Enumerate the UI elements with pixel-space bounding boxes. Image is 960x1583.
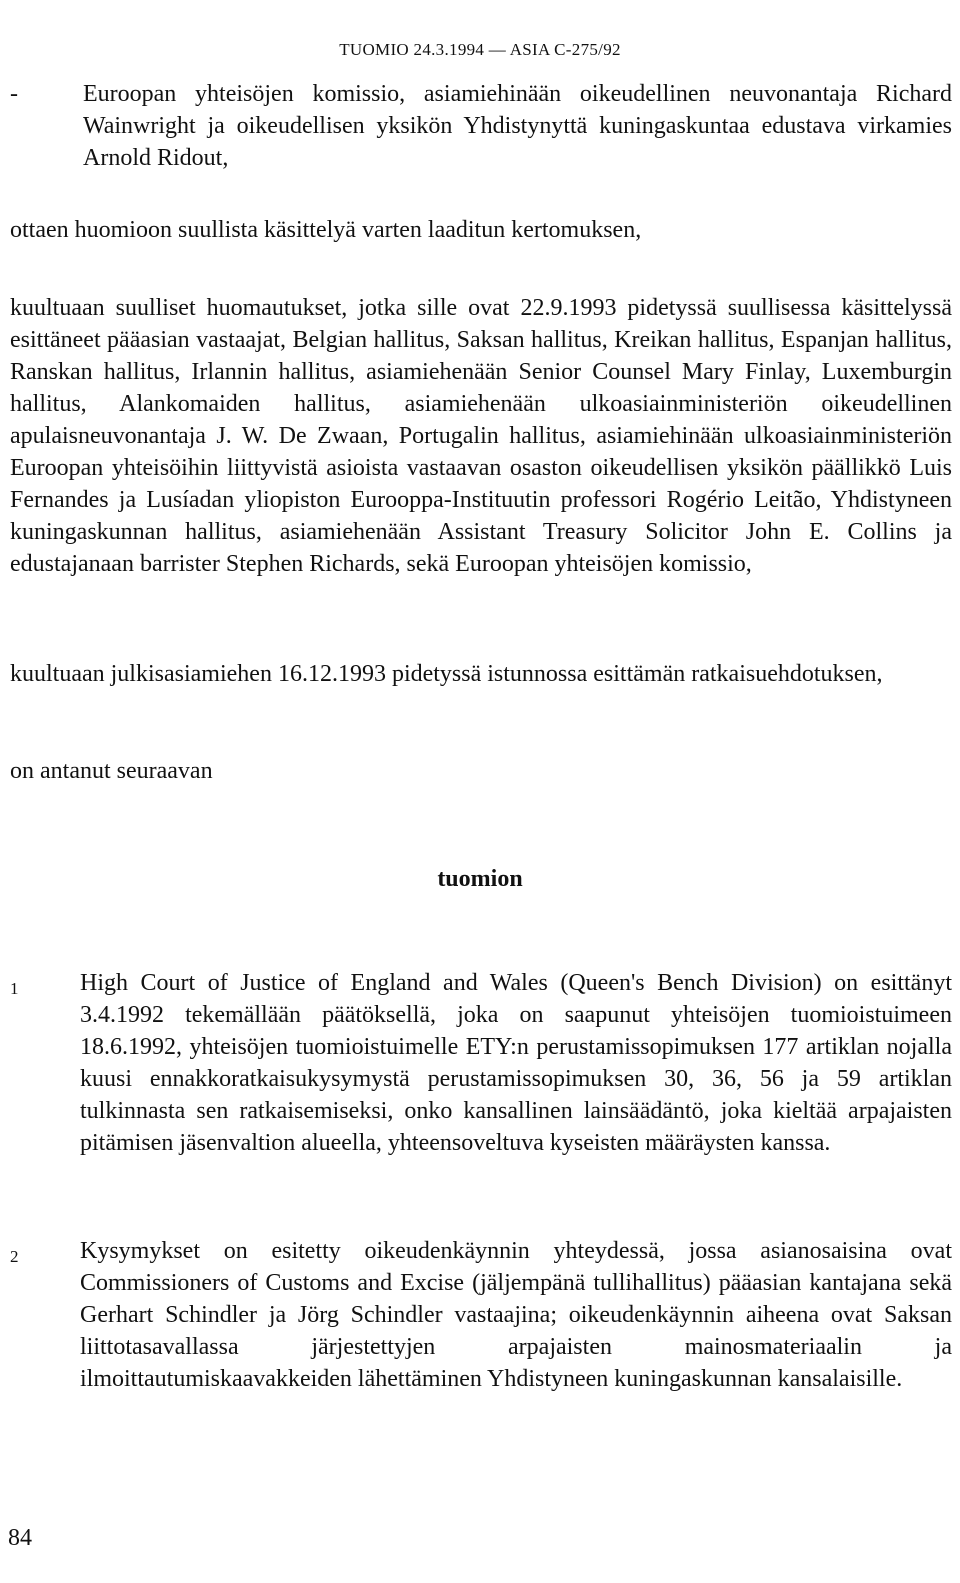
page-number: 84	[8, 1525, 32, 1551]
party-list-text: Euroopan yhteisöjen komissio, asiamiehinään oikeudellinen neuvonantaja Richard Wainwright ja oikeudellisen yksikön Yhdistynyttä kuningaskuntaa edustava virkamies Arnold Ridout,	[83, 81, 952, 171]
paragraph-opinion: kuultuaan julkisasiamiehen 16.12.1993 pidetyssä istunnossa esittämän ratkaisuehdotuksen,	[10, 661, 883, 687]
paragraph-intro: on antanut seuraavan	[10, 758, 213, 784]
paragraph-observations: kuultuaan suulliset huomautukset, jotka sille ovat 22.9.1993 pidetyssä suullisessa käsittelyssä esittäneet pääasian vastaajat, Belgian hallitus, Saksan hallitus, Kreikan hallitus, Espanjan hallitus, Ranskan hallitus, Irlannin hallitus, asiamiehenään Senior Counsel Mary Finlay, Luxemburgin hallitus, Alankomaiden hallitus, asiamiehenään ulkoasiainministeriön oikeudellinen apulaisneuvonantaja J. W. De Zwaan, Portugalin hallitus, asiamiehinään ulkoasiainministeriön Euroopan yhteisöihin liittyvistä asioista vastaavan osaston oikeudellisen yksikön päällikkö Luis Fernandes ja Lusíadan yliopiston Eurooppa-Instituutin professori Rogério Leitão, Yhdistyneen kuningaskunnan hallitus, asiamiehenään Assistant Treasury Solicitor John E. Collins ja edustajanaan barrister Stephen Richards, sekä Euroopan yhteisöjen komissio,	[10, 295, 952, 577]
judgment-heading: tuomion	[437, 866, 523, 892]
list-dash: -	[10, 81, 18, 107]
paragraph-body: High Court of Justice of England and Wales (Queen's Bench Division) on esittänyt 3.4.1992 tekemällään päätöksellä, joka on saapunut yhteisöjen tuomioistuimeen 18.6.1992, yhteisöjen tuomioistuimelle ETY:n perustamissopimuksen 177 artiklan nojalla kuusi ennakkoratkaisukysymystä perustamissopimuksen 30, 36, 56 ja 59 artiklan tulkinnasta sen ratkaisemiseksi, onko kansallinen lainsäädäntö, joka kieltää arpajaisten pitämisen jäsenvaltion alueella, yhteensoveltuva kyseisten määräysten kanssa.	[80, 970, 952, 1156]
paragraph-body: Kysymykset on esitetty oikeudenkäynnin yhteydessä, jossa asianosaisina ovat Commissioners of Customs and Excise (jäljempänä tullihallitus) pääasian kantajana sekä Gerhart Schindler ja Jörg Schindler vastaajina; oikeudenkäynnin aiheena ovat Saksan liittotasavallassa järjestettyjen arpajaisten mainosmateriaalin ja ilmoittautumiskaavakkeiden lähettäminen Yhdistyneen kuningaskunnan kansalaisille.	[80, 1238, 952, 1392]
paragraph-number: 2	[10, 1247, 19, 1266]
running-header: TUOMIO 24.3.1994 — ASIA C-275/92	[339, 40, 621, 59]
party-list-item	[10, 78, 952, 174]
paragraph-report: ottaen huomioon suullista käsittelyä varten laaditun kertomuksen,	[10, 217, 642, 243]
paragraph-number: 1	[10, 979, 19, 998]
numbered-paragraph	[10, 1235, 952, 1395]
numbered-paragraph	[10, 967, 952, 1159]
